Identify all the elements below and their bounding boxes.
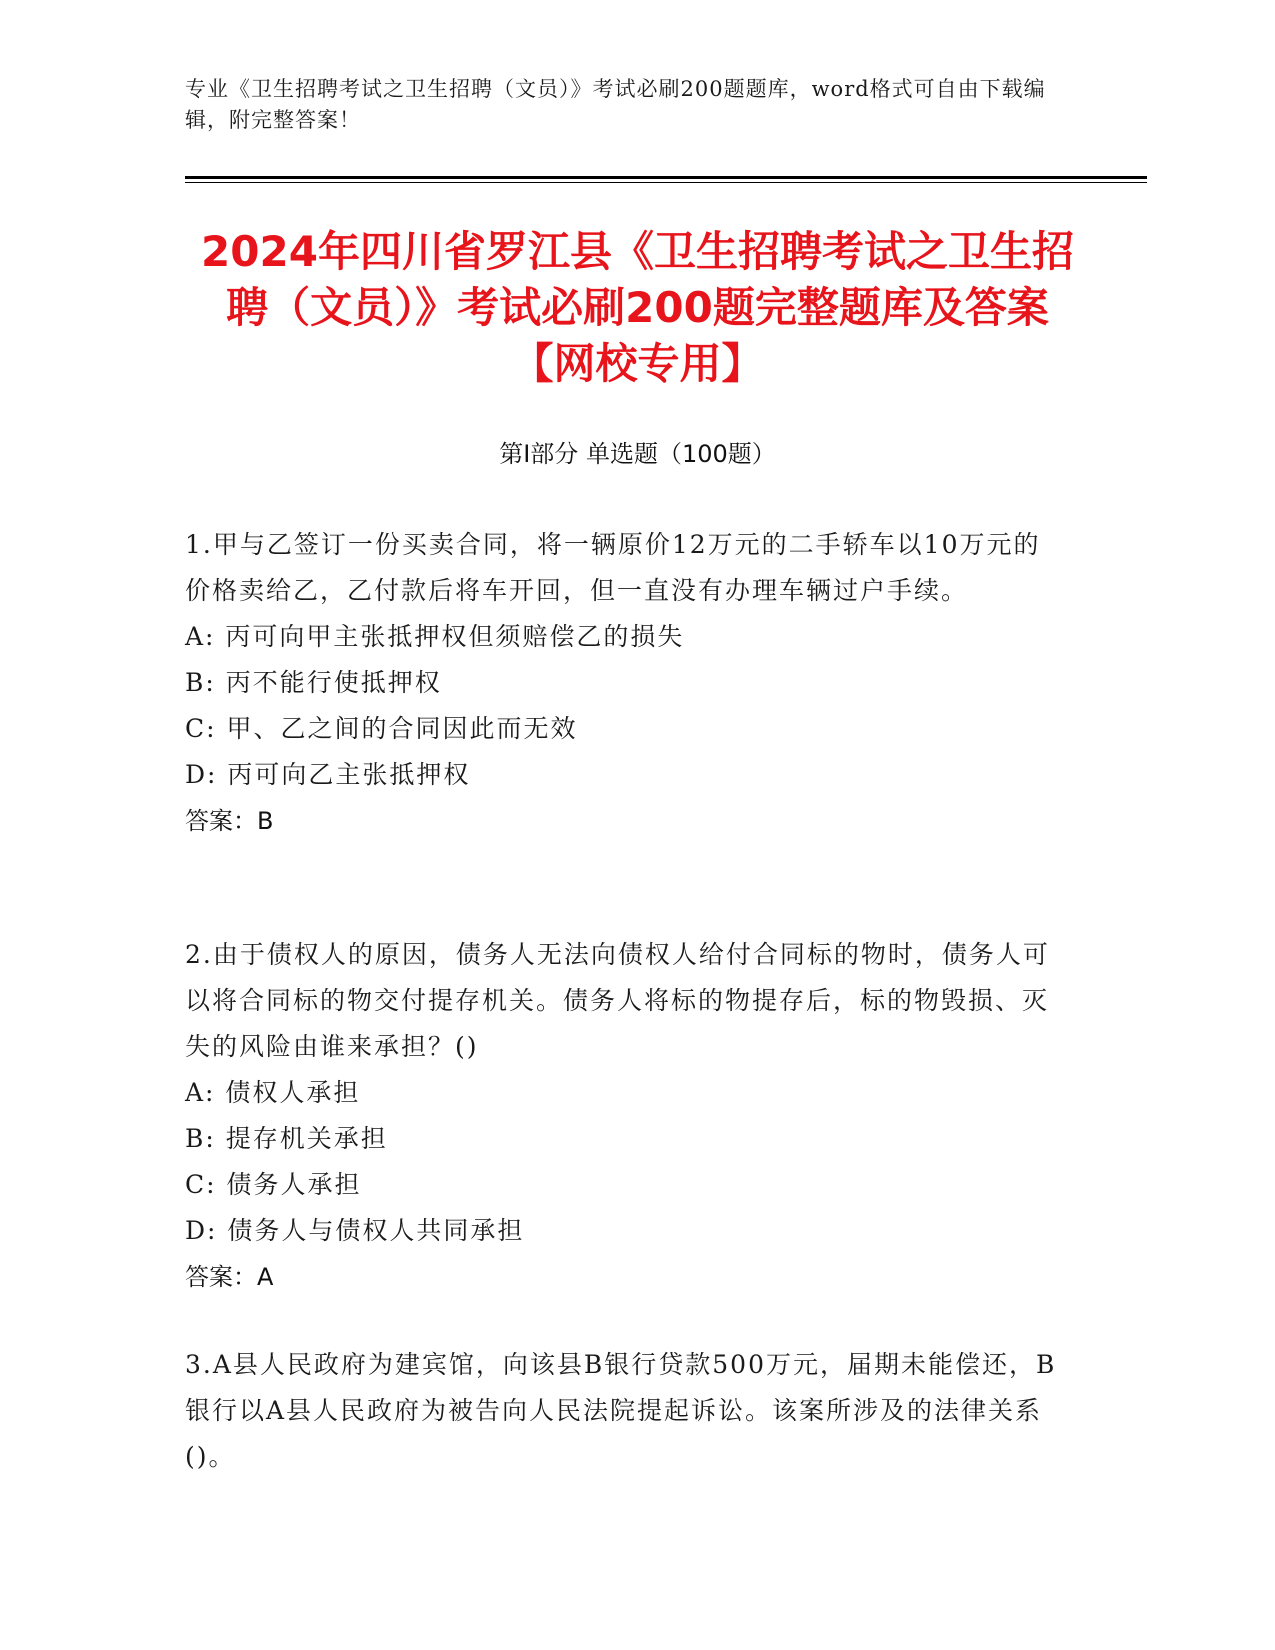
option-c: C: 甲、乙之间的合同因此而无效 [185,714,578,743]
header-rule-thick [185,176,1147,179]
answer-line: 答案：A [185,1263,274,1291]
answer-line: 答案：B [185,807,274,835]
option-d: D: 丙可向乙主张抵押权 [185,760,471,789]
option-a: A: 丙可向甲主张抵押权但须赔偿乙的损失 [185,622,685,651]
option-b: B: 提存机关承担 [185,1124,388,1153]
section-heading: 第Ⅰ部分 单选题（100题） [499,440,776,468]
option-a: A: 债权人承担 [185,1078,361,1107]
question-stem: 2.由于债权人的原因，债务人无法向债权人给付合同标的物时，债务人可以将合同标的物交付提存机关。债务人将标的物提存后，标的物毁损、灭失的风险由谁来承担？() [185,940,1050,1061]
question-block [185,522,1065,844]
header-note: 专业《卫生招聘考试之卫生招聘（文员）》考试必刷200题题库，word格式可自由下载编辑，附完整答案！ [185,77,1046,132]
option-b: B: 丙不能行使抵押权 [185,668,442,697]
header-rule-thin [185,182,1147,183]
question-stem: 3.A县人民政府为建宾馆，向该县B银行贷款500万元，届期未能偿还，B银行以A县人民政府为被告向人民法院提起诉讼。该案所涉及的法律关系()。 [185,1350,1057,1471]
question-block [185,1342,1065,1480]
document-title: 2024年四川省罗江县《卫生招聘考试之卫生招聘（文员）》考试必刷200题完整题库及答案【网校专用】 [201,227,1074,388]
option-d: D: 债务人与债权人共同承担 [185,1216,525,1245]
question-stem: 1.甲与乙签订一份买卖合同，将一辆原价12万元的二手轿车以10万元的价格卖给乙，乙付款后将车开回，但一直没有办理车辆过户手续。 [185,530,1041,605]
option-c: C: 债务人承担 [185,1170,362,1199]
question-block [185,932,1065,1300]
